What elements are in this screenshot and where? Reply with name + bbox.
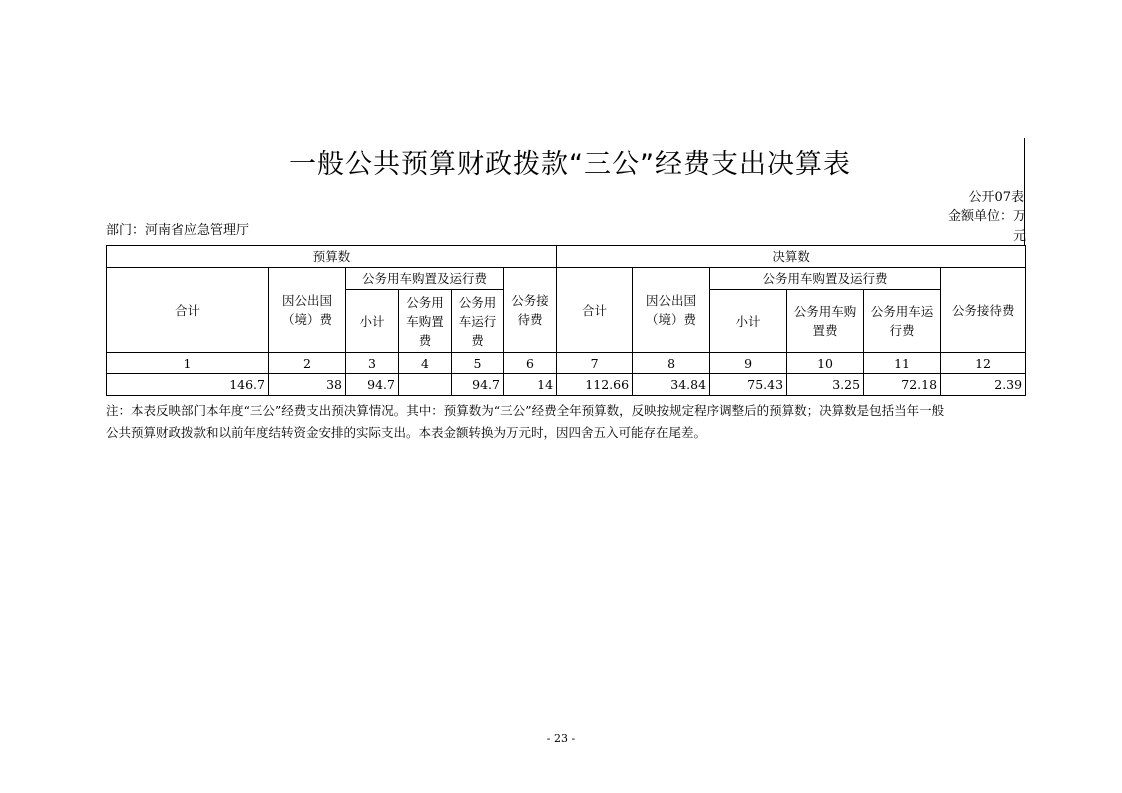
budget-reception-header xyxy=(504,268,557,353)
col-number: 5 xyxy=(452,353,504,374)
rec-line-1: 公务接 xyxy=(511,293,549,308)
value-cell: 72.18 xyxy=(864,374,941,396)
final-vehicle-purchase-header xyxy=(787,290,864,353)
buy-line-2: 置费 xyxy=(812,323,838,338)
run-line-3: 费 xyxy=(471,332,484,348)
final-reception-header: 公务接待费 xyxy=(941,268,1026,353)
run-line-1: 公务用 xyxy=(458,294,497,310)
buy-line-1: 公务用车购 xyxy=(793,304,857,319)
final-group-header: 决算数 xyxy=(557,246,1026,268)
budget-vehicle-running-header xyxy=(452,290,504,353)
col-number: 9 xyxy=(710,353,787,374)
budget-total-header: 合计 xyxy=(107,268,269,353)
col-number: 10 xyxy=(787,353,864,374)
value-cell xyxy=(399,374,452,396)
col-number: 1 xyxy=(107,353,269,374)
value-cell: 34.84 xyxy=(633,374,710,396)
value-cell: 3.25 xyxy=(787,374,864,396)
final-vehicle-group-header: 公务用车购置及运行费 xyxy=(710,268,941,290)
value-cell: 14 xyxy=(504,374,557,396)
col-number: 12 xyxy=(941,353,1026,374)
buy-line-2: 车购置 xyxy=(406,313,444,329)
budget-vehicle-purchase-header xyxy=(399,290,452,353)
value-cell: 94.7 xyxy=(452,374,504,396)
value-cell: 38 xyxy=(269,374,346,396)
value-cell: 112.66 xyxy=(557,374,633,396)
table-row xyxy=(107,374,1026,396)
value-cell: 2.39 xyxy=(941,374,1026,396)
budget-vehicle-group-header: 公务用车购置及运行费 xyxy=(346,268,504,290)
abroad-line-2: （境）费 xyxy=(281,312,332,327)
rec-line-2: 待费 xyxy=(517,312,543,327)
amount-unit-line-1: 金额单位：万 xyxy=(947,209,1026,224)
run-line-2: 行费 xyxy=(889,323,915,338)
buy-line-3: 费 xyxy=(418,332,432,348)
abroad-line-1: 因公出国 xyxy=(646,293,697,308)
department-label: 部门：河南省应急管理厅 xyxy=(106,223,250,238)
col-number: 6 xyxy=(504,353,557,374)
col-number: 4 xyxy=(399,353,452,374)
column-number-row xyxy=(107,353,1026,374)
final-abroad-header xyxy=(633,268,710,353)
abroad-line-2: （境）费 xyxy=(646,312,697,327)
budget-group-header: 预算数 xyxy=(107,246,557,268)
footnote-line-1: 注：本表反映部门本年度“三公”经费支出预决算情况。其中：预算数为“三公”经费全年预算数，反映按规定程序调整后的预算数；决算数是包括当年一般 xyxy=(106,403,945,418)
buy-line-1: 公务用 xyxy=(406,294,444,310)
abroad-line-1: 因公出国 xyxy=(281,293,332,308)
footnote xyxy=(106,400,1036,444)
final-vehicle-running-header xyxy=(864,290,941,353)
col-number: 3 xyxy=(346,353,399,374)
three-public-expenses-table xyxy=(106,245,1026,396)
col-number: 7 xyxy=(557,353,633,374)
page-number: - 23 - xyxy=(546,732,576,745)
col-number: 2 xyxy=(269,353,346,374)
budget-subtotal-header: 小计 xyxy=(346,290,399,353)
value-cell: 94.7 xyxy=(346,374,399,396)
final-total-header: 合计 xyxy=(557,268,633,353)
col-number: 8 xyxy=(633,353,710,374)
col-number: 11 xyxy=(864,353,941,374)
footnote-line-2: 公共预算财政拨款和以前年度结转资金安排的实际支出。本表金额转换为万元时，因四舍五入可能存在尾差。 xyxy=(106,425,707,440)
final-subtotal-header: 小计 xyxy=(710,290,787,353)
amount-unit xyxy=(938,207,1026,247)
report-title: 一般公共预算财政拨款“三公”经费支出决算表 xyxy=(289,149,851,180)
budget-abroad-header xyxy=(269,268,346,353)
form-number: 公开07表 xyxy=(968,190,1024,205)
run-line-1: 公务用车运 xyxy=(870,304,934,319)
value-cell: 75.43 xyxy=(710,374,787,396)
value-cell: 146.7 xyxy=(107,374,269,396)
amount-unit-line-2: 元 xyxy=(1012,229,1026,244)
run-line-2: 车运行 xyxy=(458,313,497,329)
